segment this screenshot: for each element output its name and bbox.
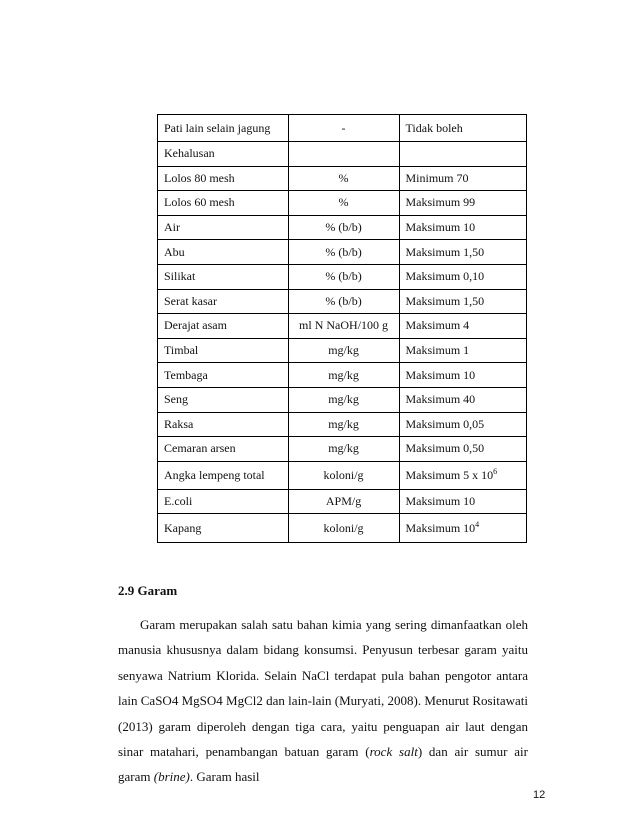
cell-requirement [399,264,527,289]
cell-unit [288,142,399,167]
cell-unit: APM/g [288,489,399,514]
cell-parameter: Abu [158,240,289,265]
cell-parameter: Lolos 80 mesh [158,166,289,191]
cell-requirement [399,387,527,412]
table-row [158,289,527,314]
cell-unit: koloni/g [288,514,399,543]
table-row [158,437,527,462]
paragraph-text-1: Garam merupakan salah satu bahan kimia yang sering dimanfaatkan oleh manusia khususnya dalam bidang konsumsi. Penyusun terbesar garam yaitu senyawa Natrium Klorida. Selain NaCl terdapat pula bahan pengotor antara lain CaSO4 MgSO4 MgCl2 dan lain-lain (Muryati, 2008). Menurut Rositawati (2013) garam diperoleh dengan tiga cara, yaitu penguapan air laut dengan sinar matahari, penambangan batuan garam ( [118,617,528,760]
cell-unit: % [288,166,399,191]
paragraph-italic-rock-salt: rock salt [369,744,418,760]
cell-unit: - [288,115,399,142]
requirement-text: Tidak boleh [405,120,463,135]
cell-unit: mg/kg [288,363,399,388]
requirement-text: Maksimum 0,50 [405,441,485,456]
requirement-text: Maksimum 1,50 [405,293,485,308]
table-row [158,215,527,240]
cell-parameter: Kehalusan [158,142,289,167]
table-row [158,240,527,265]
cell-requirement [399,289,527,314]
paragraph-text-2: ) dan air sumur air garam [118,744,528,785]
cell-unit: % [288,191,399,216]
requirement-exponent: 6 [493,467,498,477]
specification-table [157,114,527,543]
cell-unit: % (b/b) [288,240,399,265]
requirement-text: Maksimum 1 [405,343,470,358]
cell-requirement [399,461,527,489]
requirement-text: Maksimum 10 [405,494,476,509]
page-number: 12 [533,789,546,801]
cell-parameter: Tembaga [158,363,289,388]
requirement-text: Maksimum 1,50 [405,244,485,259]
cell-unit: mg/kg [288,387,399,412]
cell-requirement [399,489,527,514]
requirement-text: Maksimum 0,05 [405,416,485,431]
requirement-text: Maksimum 0,10 [405,269,485,284]
paragraph-text-3: . Garam hasil [189,769,260,785]
cell-parameter: Cemaran arsen [158,437,289,462]
section-heading: 2.9 Garam [118,583,178,598]
requirement-text: Maksimum 10 [405,220,476,235]
requirement-text: Maksimum 40 [405,392,476,407]
cell-parameter: Lolos 60 mesh [158,191,289,216]
cell-parameter: Seng [158,387,289,412]
cell-requirement [399,314,527,339]
cell-requirement [399,215,527,240]
cell-requirement [399,514,527,543]
requirement-text: Maksimum 99 [405,195,476,210]
requirement-text: Maksimum 5 x 10 [405,468,494,483]
cell-parameter: Timbal [158,338,289,363]
cell-requirement [399,338,527,363]
cell-parameter: Derajat asam [158,314,289,339]
cell-parameter: E.coli [158,489,289,514]
cell-parameter: Raksa [158,412,289,437]
cell-parameter: Air [158,215,289,240]
table-row [158,338,527,363]
requirement-exponent: 4 [475,520,480,530]
table-row [158,412,527,437]
cell-unit: ml N NaOH/100 g [288,314,399,339]
cell-unit: % (b/b) [288,215,399,240]
cell-unit: koloni/g [288,461,399,489]
table-row [158,387,527,412]
cell-parameter: Serat kasar [158,289,289,314]
cell-parameter: Pati lain selain jagung [158,115,289,142]
cell-parameter: Angka lempeng total [158,461,289,489]
paragraph-italic-brine: (brine) [153,769,190,785]
table-row [158,314,527,339]
specification-table-body [158,115,527,543]
cell-requirement [399,115,527,142]
section-paragraph [118,612,528,790]
requirement-text: Maksimum 10 [405,367,476,382]
cell-requirement [399,142,527,167]
cell-requirement [399,437,527,462]
requirement-text: Minimum 70 [405,170,469,185]
cell-requirement [399,412,527,437]
table-row [158,363,527,388]
table-row [158,115,527,142]
table-row [158,166,527,191]
cell-unit: mg/kg [288,412,399,437]
cell-unit: % (b/b) [288,264,399,289]
table-row [158,191,527,216]
requirement-text: Maksimum 10 [405,521,476,536]
table-row [158,514,527,543]
cell-unit: % (b/b) [288,289,399,314]
cell-unit: mg/kg [288,437,399,462]
cell-requirement [399,363,527,388]
cell-requirement [399,240,527,265]
table-row [158,489,527,514]
requirement-text: Maksimum 4 [405,318,470,333]
cell-parameter: Kapang [158,514,289,543]
cell-unit: mg/kg [288,338,399,363]
cell-requirement [399,166,527,191]
cell-requirement [399,191,527,216]
table-row [158,142,527,167]
table-row [158,461,527,489]
table-row [158,264,527,289]
cell-parameter: Silikat [158,264,289,289]
